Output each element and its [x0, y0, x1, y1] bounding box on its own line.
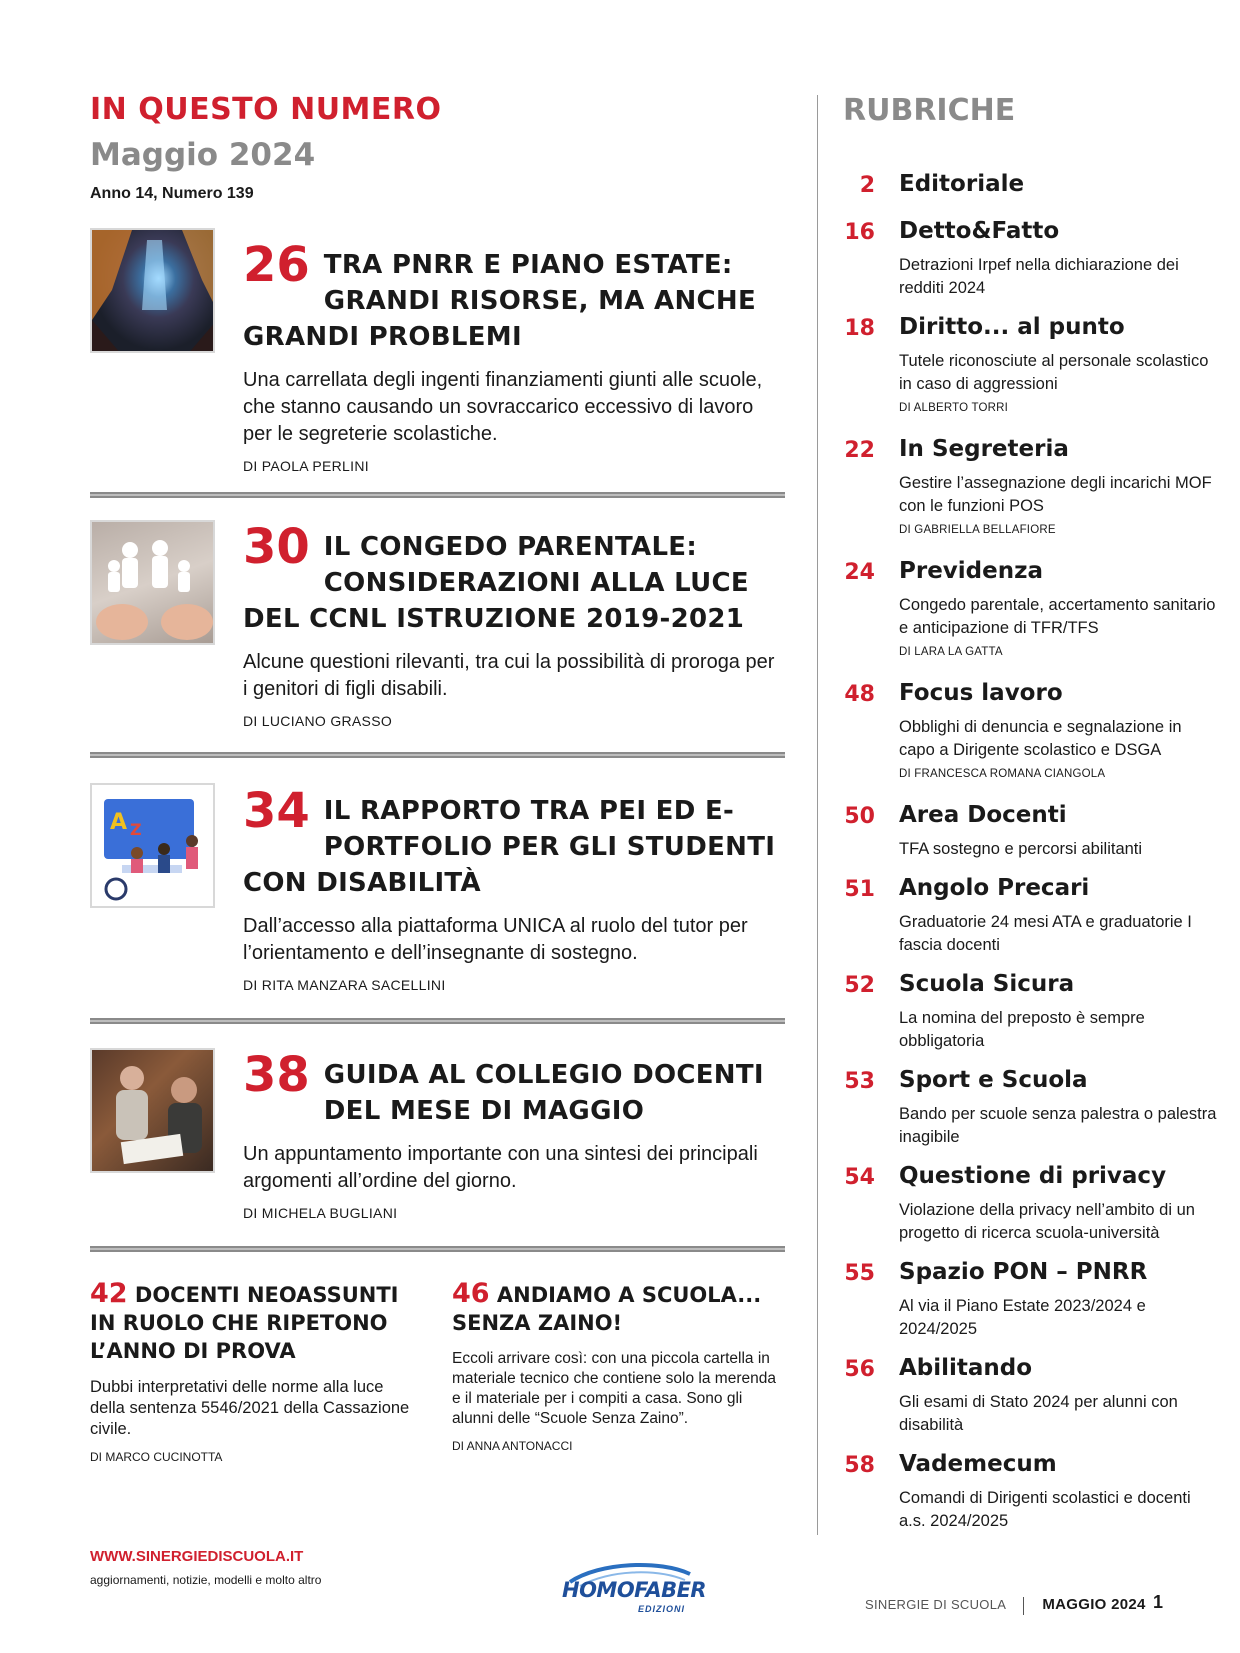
rubric-description: Gestire l’assegnazione degli incarichi MOF con le funzioni POS: [899, 474, 1212, 515]
article-page-number: 38: [243, 1047, 310, 1103]
article-title: DOCENTI NEOASSUNTI IN RUOLO CHE RIPETONO L’ANNO DI PROVA: [90, 1283, 399, 1363]
rubric-description: Comandi di Dirigenti scolastici e docenti a.s. 2024/2025: [899, 1489, 1191, 1530]
article-author: DI PAOLA PERLINI: [243, 458, 369, 474]
article-thumbnail-4: [90, 1048, 215, 1173]
article-title: IL RAPPORTO TRA PEI ED E-PORTFOLIO PER GLI STUDENTI CON DISABILITÀ: [243, 796, 776, 898]
rubric-page-number: 58: [844, 1453, 875, 1478]
rubric-page-number: 24: [844, 560, 875, 585]
article-description: Un appuntamento importante con una sintesi dei principali argomenti all’ordine del giorno.: [243, 1143, 758, 1192]
rubric-name: Vademecum: [899, 1451, 1057, 1477]
logo-subtext: EDIZIONI: [638, 1604, 686, 1614]
svg-text:A: A: [110, 810, 128, 835]
column-divider: [817, 95, 818, 1535]
publisher-logo: [560, 1560, 707, 1620]
short-article-heading: [452, 1280, 782, 1337]
article-description: Dall’accesso alla piattaforma UNICA al ruolo del tutor per l’orientamento e dell’insegnante di sostegno.: [243, 915, 748, 964]
article-1[interactable]: [243, 237, 783, 474]
page-number: 1: [1153, 1592, 1164, 1612]
rubric-page-number: 55: [844, 1261, 875, 1286]
magazine-name: SINERGIE DI SCUOLA: [865, 1597, 1006, 1612]
rubric-author: DI GABRIELLA BELLAFIORE: [899, 524, 1056, 536]
article-page-number: 34: [243, 783, 310, 839]
article-title: IL CONGEDO PARENTALE: CONSIDERAZIONI ALLA LUCE DEL CCNL ISTRUZIONE 2019-2021: [243, 532, 749, 634]
rubric-name: Scuola Sicura: [899, 971, 1075, 997]
abstract-image-icon: [92, 230, 215, 353]
rubric-name: Sport e Scuola: [899, 1067, 1088, 1093]
article-description: Una carrellata degli ingenti finanziamenti giunti alle scuole, che stanno causando un sovraccarico eccessivo di lavoro per le segreterie scolastiche.: [243, 369, 763, 445]
article-page-number: 30: [243, 519, 310, 575]
rubric-author: DI LARA LA GATTA: [899, 646, 1003, 658]
footer-tagline: aggiornamenti, notizie, modelli e molto altro: [90, 1573, 322, 1587]
rubric-name: Detto&Fatto: [899, 218, 1060, 244]
article-description: Alcune questioni rilevanti, tra cui la possibilità di proroga per i genitori di figli disabili.: [243, 651, 775, 700]
short-article-1[interactable]: [90, 1280, 420, 1464]
rubric-page-number: 18: [844, 316, 875, 341]
rubric-page-number: 2: [859, 173, 875, 198]
meeting-photo-icon: [92, 1050, 215, 1173]
article-3[interactable]: [243, 783, 783, 993]
article-author: DI LUCIANO GRASSO: [243, 713, 393, 729]
rubric-page-number: 54: [844, 1165, 875, 1190]
rubric-description: Violazione della privacy nell’ambito di un progetto di ricerca scuola-università: [899, 1201, 1195, 1242]
rubric-description: Graduatorie 24 mesi ATA e graduatorie I fascia docenti: [899, 913, 1192, 954]
issue-month: Maggio 2024: [90, 137, 316, 173]
article-page-number: 46: [452, 1278, 490, 1309]
article-thumbnail-3: [90, 783, 215, 908]
classroom-illustration-icon: [92, 785, 215, 908]
rubric-name: Diritto... al punto: [899, 314, 1125, 340]
rubric-name: Questione di privacy: [899, 1163, 1167, 1189]
rubric-author: DI ALBERTO TORRI: [899, 402, 1009, 414]
article-author: DI RITA MANZARA SACELLINI: [243, 977, 446, 993]
divider: [90, 1246, 785, 1252]
rubric-name: Focus lavoro: [899, 680, 1063, 706]
svg-text:Z: Z: [130, 820, 142, 839]
rubric-page-number: 51: [844, 877, 875, 902]
rubric-author: DI FRANCESCA ROMANA CIANGOLA: [899, 768, 1106, 780]
family-paper-icon: [92, 522, 215, 645]
rubric-name: Abilitando: [899, 1355, 1033, 1381]
rubric-description: Detrazioni Irpef nella dichiarazione dei redditi 2024: [899, 256, 1179, 297]
article-page-number: 26: [243, 237, 310, 293]
rubric-description: Bando per scuole senza palestra o palestra inagibile: [899, 1105, 1217, 1146]
divider: [90, 1018, 785, 1024]
rubric-page-number: 22: [844, 438, 875, 463]
footer-month: MAGGIO 2024: [1042, 1596, 1146, 1613]
article-2[interactable]: [243, 519, 783, 729]
article-title: TRA PNRR E PIANO ESTATE: GRANDI RISORSE, MA ANCHE GRANDI PROBLEMI: [243, 250, 757, 352]
rubric-page-number: 16: [844, 220, 875, 245]
rubric-name: Editoriale: [899, 171, 1025, 197]
article-thumbnail-2: [90, 520, 215, 645]
article-author: DI MICHELA BUGLIANI: [243, 1205, 398, 1221]
rubric-description: Gli esami di Stato 2024 per alunni con disabilità: [899, 1393, 1178, 1434]
logo-text: HOMOFABER: [562, 1578, 707, 1602]
rubric-name: Spazio PON – PNRR: [899, 1259, 1148, 1285]
section-title: IN QUESTO NUMERO: [90, 92, 442, 127]
rubric-description: La nomina del preposto è sempre obbligatoria: [899, 1009, 1145, 1050]
article-author: DI MARCO CUCINOTTA: [90, 1450, 223, 1464]
footer-magazine: [865, 1596, 1146, 1615]
article-description: Dubbi interpretativi delle norme alla luce della sentenza 5546/2021 della Cassazione civile.: [90, 1378, 410, 1438]
article-page-number: 42: [90, 1278, 128, 1309]
rubriche-title: RUBRICHE: [843, 93, 1016, 128]
footer-divider: [1023, 1597, 1024, 1615]
short-article-heading: [90, 1280, 420, 1365]
article-author: DI ANNA ANTONACCI: [452, 1439, 573, 1453]
rubric-name: In Segreteria: [899, 436, 1069, 462]
rubric-page-number: 56: [844, 1357, 875, 1382]
rubric-name: Angolo Precari: [899, 875, 1090, 901]
short-article-2[interactable]: [452, 1280, 782, 1453]
rubric-description: Tutele riconosciute al personale scolastico in caso di aggressioni: [899, 352, 1209, 393]
article-thumbnail-1: [90, 228, 215, 353]
article-4[interactable]: [243, 1047, 783, 1221]
rubric-name: Area Docenti: [899, 802, 1067, 828]
rubric-description: Obblighi di denuncia e segnalazione in capo a Dirigente scolastico e DSGA: [899, 718, 1182, 759]
rubric-page-number: 48: [844, 682, 875, 707]
rubric-name: Previdenza: [899, 558, 1044, 584]
rubric-description: TFA sostegno e percorsi abilitanti: [899, 840, 1143, 858]
rubric-page-number: 53: [844, 1069, 875, 1094]
divider: [90, 492, 785, 498]
article-title: GUIDA AL COLLEGIO DOCENTI DEL MESE DI MAGGIO: [323, 1060, 764, 1126]
rubric-page-number: 52: [844, 973, 875, 998]
article-description: Eccoli arrivare così: con una piccola cartella in materiale tecnico che contiene solo la merenda e il materiale per i compiti a casa. Sono gli alunni delle “Scuole Senza Zaino”.: [452, 1350, 776, 1427]
issue-number: Anno 14, Numero 139: [90, 185, 254, 202]
article-title: ANDIAMO A SCUOLA... SENZA ZAINO!: [452, 1283, 762, 1335]
rubric-description: Al via il Piano Estate 2023/2024 e 2024/2025: [899, 1297, 1146, 1338]
rubric-description: Congedo parentale, accertamento sanitario e anticipazione di TFR/TFS: [899, 596, 1216, 637]
divider: [90, 752, 785, 758]
website-link[interactable]: WWW.SINERGIEDISCUOLA.IT: [90, 1548, 304, 1565]
rubric-page-number: 50: [844, 804, 875, 829]
